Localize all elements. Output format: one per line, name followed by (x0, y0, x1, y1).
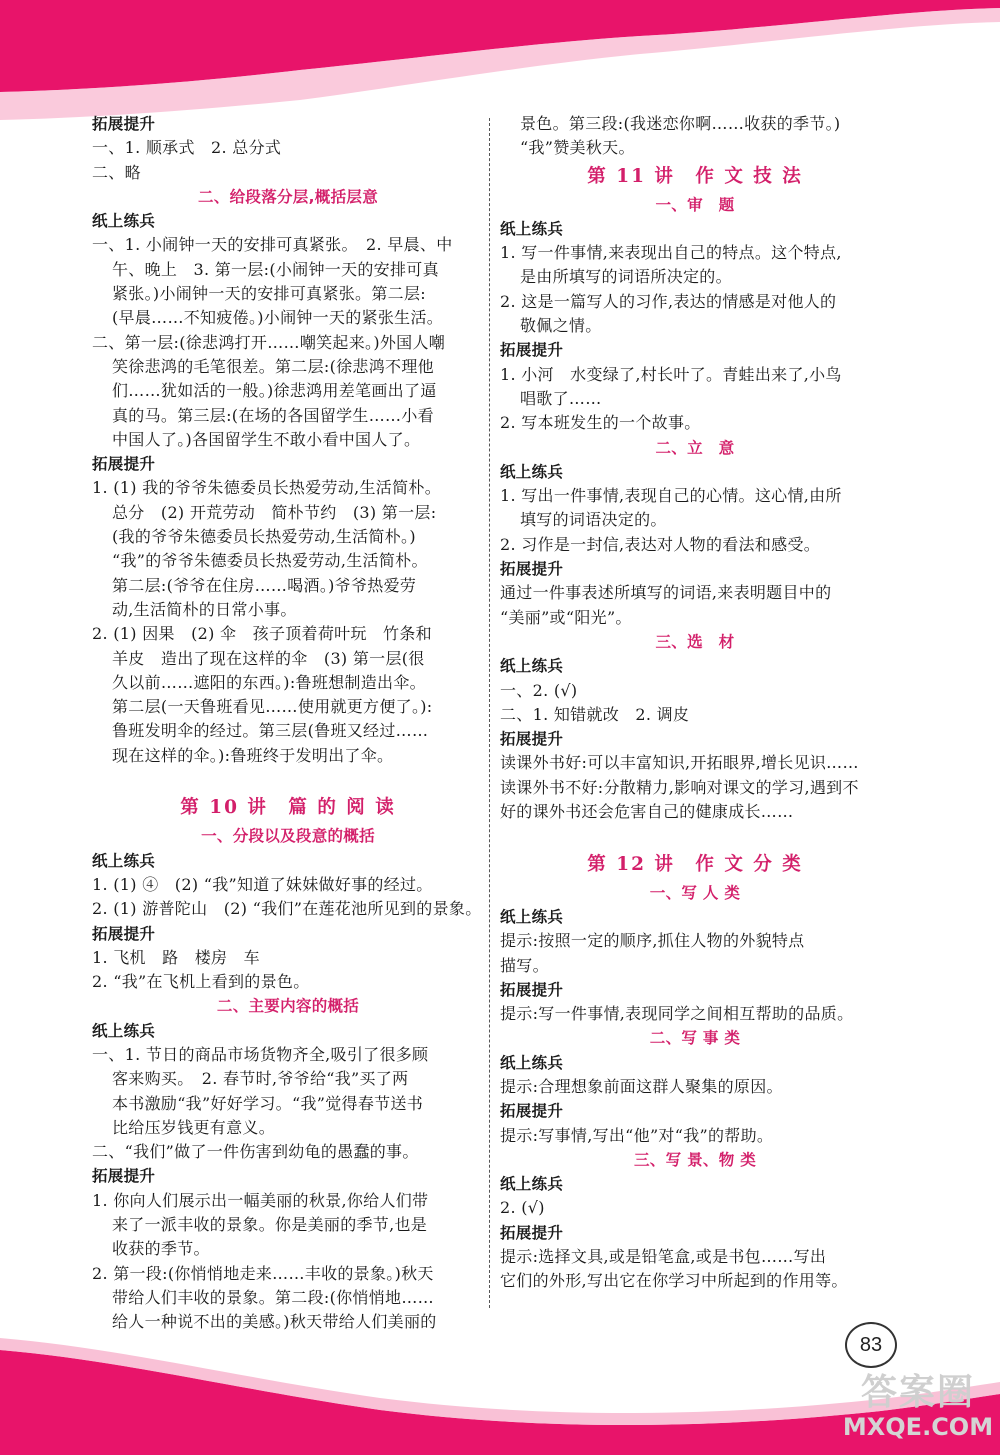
section-heading: 一、写 人 类 (649, 883, 741, 902)
lecture-title: 第 11 讲 作 文 技 法 (587, 165, 803, 187)
text-line: 1. 你向人们展示出一幅美丽的秋景,你给人们带 (92, 1190, 429, 1210)
text-line: 提示:选择文具,或是铅笔盒,或是书包……写出 (500, 1247, 827, 1267)
section-heading: 三、选 材 (655, 632, 735, 651)
text-line: 2. 这是一篇写人的习作,表达的情感是对他人的 (500, 291, 837, 311)
text-line: 唱歌了…… (520, 388, 602, 408)
section-label: 拓展提升 (500, 980, 564, 999)
text-line: 提示:合理想象前面这群人聚集的原因。 (500, 1076, 783, 1096)
left-column (92, 112, 484, 1335)
section-label: 纸上练兵 (500, 1053, 564, 1072)
section-label: 拓展提升 (500, 560, 564, 579)
text-line: 2. 第一段:(你悄悄地走来……丰收的景象。)秋天 (92, 1263, 434, 1283)
text-line: 总分 (2) 开荒劳动 简朴节约 (3) 第一层: (112, 502, 437, 522)
section-heading: 一、分段以及段意的概括 (201, 827, 375, 846)
text-line: 真的马。第三层:(在场的各国留学生……小看 (112, 405, 434, 425)
section-label: 拓展提升 (92, 115, 156, 133)
text-line: 羊皮 造出了现在这样的伞 (3) 第一层(很 (112, 648, 425, 668)
section-label: 拓展提升 (92, 924, 156, 943)
text-line: 一、1. 顺承式 2. 总分式 (92, 138, 282, 158)
section-label: 纸上练兵 (92, 1021, 156, 1040)
text-line: 填写的词语决定的。 (520, 510, 667, 530)
text-line: 客来购买。 2. 春节时,爷爷给“我”买了两 (112, 1069, 409, 1089)
text-line: 中国人了。)各国留学生不敢小看中国人了。 (112, 429, 421, 449)
text-line: 给人一种说不出的美感。)秋天带给人们美丽的 (112, 1312, 437, 1332)
text-line: 带给人们丰收的景象。第二段:(你悄悄地…… (112, 1287, 434, 1307)
text-line: 1. 写出一件事情,表现自己的心情。这心情,由所 (500, 486, 842, 506)
text-line: 第二层:(爷爷在住房……喝酒。)爷爷热爱劳 (112, 575, 417, 595)
text-line: 现在这样的伞。):鲁班终于发明出了伞。 (112, 745, 394, 765)
text-line: 1. 小河 水变绿了,村长叶了。青蛙出来了,小鸟 (500, 364, 842, 384)
text-line: 鲁班发明伞的经过。第三层(鲁班又经过…… (112, 721, 429, 741)
spacer (92, 768, 484, 792)
text-line: 读课外书不好:分散精力,影响对课文的学习,遇到不 (500, 777, 859, 797)
text-line: 1. (1) 我的爷爷朱德委员长热爱劳动,生活简朴。 (92, 478, 441, 498)
text-line: 们……犹如活的一般。)徐悲鸿用差笔画出了逼 (112, 381, 437, 401)
text-line: 2. (1) 游普陀山 (2) “我们”在莲花池所见到的景象。 (92, 899, 482, 919)
text-line: 一、2. (√) (500, 680, 578, 700)
text-line: 2. (√) (500, 1198, 545, 1218)
section-heading: 二、立 意 (655, 438, 735, 457)
text-line: 2. 写本班发生的一个故事。 (500, 413, 701, 433)
section-label: 拓展提升 (92, 1167, 156, 1186)
section-heading: 二、给段落分层,概括层意 (198, 187, 378, 206)
section-label: 纸上练兵 (500, 219, 564, 238)
text-line: 二、“我们”做了一件伤害到幼龟的愚蠢的事。 (92, 1142, 419, 1162)
text-line: 2. “我”在飞机上看到的景色。 (92, 972, 310, 992)
section-heading: 二、写 事 类 (649, 1029, 741, 1048)
page-number: 83 (845, 1322, 897, 1368)
text-line: 本书激励“我”好好学习。“我”觉得春节送书 (112, 1093, 424, 1113)
section-label: 纸上练兵 (500, 907, 564, 926)
text-line: 二、略 (92, 162, 141, 182)
text-line: 敬佩之情。 (520, 316, 602, 336)
section-label: 拓展提升 (92, 455, 156, 474)
text-line: (我的爷爷朱德委员长热爱劳动,生活简朴。) (112, 527, 416, 547)
text-line: 是由所填写的词语所决定的。 (520, 267, 732, 287)
section-label: 拓展提升 (500, 730, 564, 749)
text-line: 提示:按照一定的顺序,抓住人物的外貌特点 (500, 931, 805, 951)
spacer (500, 824, 890, 848)
text-line: 比给压岁钱更有意义。 (112, 1117, 276, 1137)
lecture-title: 第 12 讲 作 文 分 类 (587, 853, 803, 875)
section-label: 纸上练兵 (500, 657, 564, 676)
text-line: 一、1. 小闹钟一天的安排可真紧张。 2. 早晨、中 (92, 235, 453, 255)
text-line: 2. (1) 因果 (2) 伞 孩子顶着荷叶玩 竹条和 (92, 624, 432, 644)
text-line: 二、第一层:(徐悲鸿打开……嘲笑起来。)外国人嘲 (92, 332, 446, 352)
text-line: (早晨……不知疲倦。)小闹钟一天的紧张生活。 (112, 308, 444, 328)
text-line: 紧张。)小闹钟一天的安排可真紧张。第二层: (112, 284, 426, 304)
text-line: 好的课外书还会危害自己的健康成长…… (500, 802, 794, 822)
section-label: 拓展提升 (500, 1223, 564, 1242)
section-label: 纸上练兵 (500, 462, 564, 481)
section-label: 拓展提升 (500, 341, 564, 360)
text-line: “我”赞美秋天。 (520, 138, 635, 158)
section-label: 拓展提升 (500, 1102, 564, 1121)
text-line: 久以前……遮阳的东西。):鲁班想制造出伞。 (112, 672, 426, 692)
text-line: 提示:写事情,写出“他”对“我”的帮助。 (500, 1125, 774, 1145)
right-column (500, 112, 890, 1294)
text-line: 提示:写一件事情,表现同学之间相互帮助的品质。 (500, 1004, 854, 1024)
text-line: 午、晚上 3. 第一层:(小闹钟一天的安排可真 (112, 259, 439, 279)
section-label: 纸上练兵 (92, 212, 156, 231)
watermark (838, 1372, 998, 1440)
text-line: 读课外书好:可以丰富知识,开拓眼界,增长见识…… (500, 753, 859, 773)
section-heading: 三、写 景、物 类 (634, 1150, 756, 1169)
text-line: 第二层(一天鲁班看见……使用就更方便了。): (112, 697, 433, 717)
column-divider (489, 118, 490, 1308)
text-line: 一、1. 节日的商品市场货物齐全,吸引了很多顾 (92, 1044, 429, 1064)
text-line: 动,生活简朴的日常小事。 (112, 599, 297, 619)
text-line: 1. 飞机 路 楼房 车 (92, 947, 260, 967)
text-line: 来了一派丰收的景象。你是美丽的季节,也是 (112, 1215, 428, 1235)
text-line: 描写。 (500, 955, 549, 975)
section-heading: 二、主要内容的概括 (216, 997, 360, 1016)
text-line: 景色。第三段:(我迷恋你啊……收获的季节。) (520, 114, 841, 133)
section-heading: 一、审 题 (655, 195, 735, 214)
text-line: “美丽”或“阳光”。 (500, 607, 632, 627)
text-line: 收获的季节。 (112, 1239, 210, 1259)
text-line: 1. 写一件事情,来表现出自己的特点。这个特点, (500, 243, 842, 263)
text-line: 它们的外形,写出它在你学习中所起到的作用等。 (500, 1271, 848, 1291)
lecture-title: 第 10 讲 篇 的 阅 读 (180, 797, 396, 819)
text-line: “我”的爷爷朱德委员长热爱劳动,生活简朴。 (112, 551, 428, 571)
watermark-logo: 答案圈 (860, 1372, 975, 1413)
watermark-url: MXQE.COM (842, 1413, 994, 1441)
text-line: 1. (1) ④ (2) “我”知道了妹妹做好事的经过。 (92, 874, 433, 894)
text-line: 通过一件事表述所填写的词语,来表明题目中的 (500, 583, 832, 603)
text-line: 二、1. 知错就改 2. 调皮 (500, 704, 690, 724)
text-line: 2. 习作是一封信,表达对人物的看法和感受。 (500, 534, 821, 554)
top-decorative-band (0, 0, 1000, 120)
section-label: 纸上练兵 (500, 1175, 564, 1194)
section-label: 纸上练兵 (92, 851, 156, 870)
text-line: 笑徐悲鸿的毛笔很差。第二层:(徐悲鸿不理他 (112, 356, 434, 376)
